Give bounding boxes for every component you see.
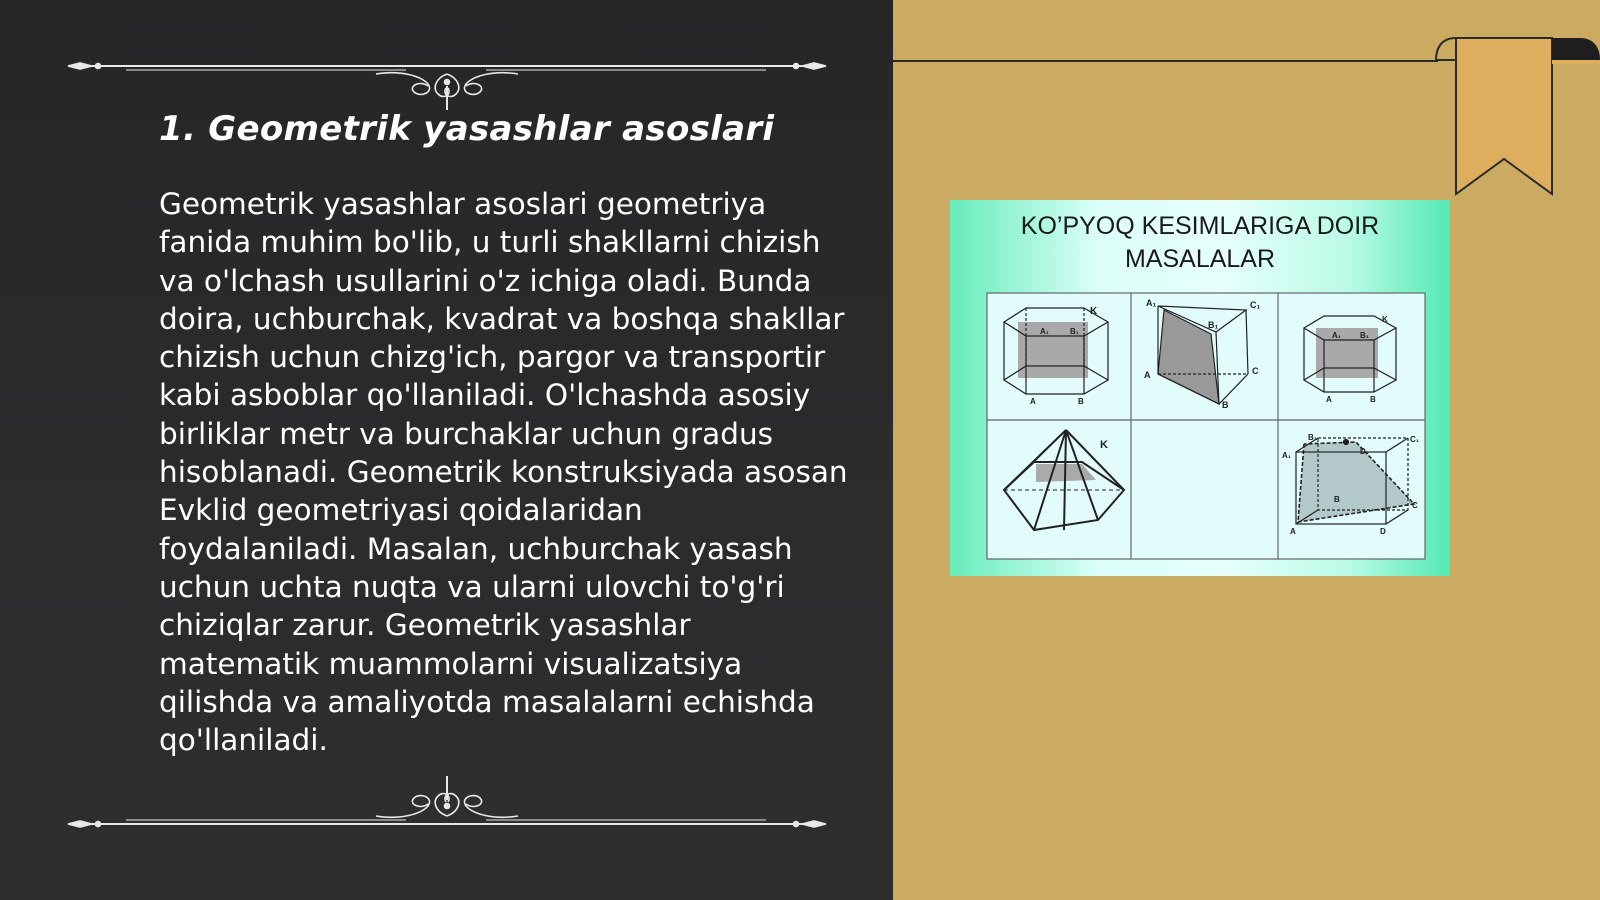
label-a-3: A bbox=[1326, 395, 1332, 404]
label-k-3: K bbox=[1382, 315, 1388, 324]
label-c1: C₁ bbox=[1250, 300, 1261, 310]
figure-title bbox=[950, 210, 1450, 276]
label-k: K bbox=[1090, 306, 1098, 317]
label-b: B bbox=[1078, 397, 1084, 406]
label-a1-3: A₁ bbox=[1332, 331, 1342, 340]
label-b-2: B bbox=[1222, 400, 1229, 410]
label-k-4: K bbox=[1100, 439, 1108, 451]
figure-title-line-2: MASALALAR bbox=[1124, 245, 1276, 273]
label-b-3: B bbox=[1370, 395, 1376, 404]
slide-title: 1. Geometrik yasashlar asoslari bbox=[159, 109, 775, 149]
label-a1-6: A₁ bbox=[1282, 451, 1292, 460]
label-b1: B₁ bbox=[1070, 327, 1080, 336]
label-a-6: A bbox=[1290, 527, 1296, 536]
label-a1-2: A₁ bbox=[1146, 298, 1157, 308]
label-c1-6: C₁ bbox=[1410, 435, 1420, 444]
label-a1: A₁ bbox=[1040, 327, 1050, 336]
label-c-6: C bbox=[1412, 501, 1418, 510]
polyhedra-diagram-grid bbox=[986, 292, 1426, 560]
label-b-6: B bbox=[1334, 495, 1340, 504]
polyhedra-figure-card bbox=[950, 200, 1450, 576]
label-d1: D₁ bbox=[1360, 447, 1370, 456]
label-c: C bbox=[1252, 366, 1259, 376]
figure-title-line-1: KO’PYOQ KESIMLARIGA DOIR bbox=[1020, 212, 1380, 240]
label-b1-6: B₁ bbox=[1308, 433, 1318, 442]
slide-body-text: Geometrik yasashlar asoslari geometriya fanida muhim bo'lib, u turli shakllarni chizish va o'lchash usullarini o'z ichiga oladi. Bunda doira, uchburchak, kvadrat va boshqa shakllar chizish uchun chizg'ich, pargor va transportir kabi asboblar qo'llaniladi. O'lchashda asosiy birliklar metr va burchaklar uchun gradus hisoblanadi. Geometrik konstruksiyada asosan Evklid geometriyasi qoidalaridan foydalaniladi. Masalan, uchburchak yasash uchun uchta nuqta va ularni ulovchi to'g'ri chiziqlar zarur. Geometrik yasashlar matematik muammolarni visualizatsiya qilishda va amaliyotda masalalarni echishda qo'llaniladi. bbox=[159, 187, 848, 758]
ornament-divider-top bbox=[66, 52, 828, 112]
label-b1-3: B₁ bbox=[1360, 331, 1370, 340]
label-a-2: A bbox=[1144, 370, 1151, 380]
ornament-divider-bottom bbox=[66, 772, 828, 832]
bookmark-icon bbox=[1432, 34, 1600, 204]
header-divider-line bbox=[893, 60, 1438, 62]
label-b1-2: B₁ bbox=[1208, 320, 1219, 330]
label-a: A bbox=[1030, 397, 1036, 406]
label-d: D bbox=[1380, 527, 1386, 536]
